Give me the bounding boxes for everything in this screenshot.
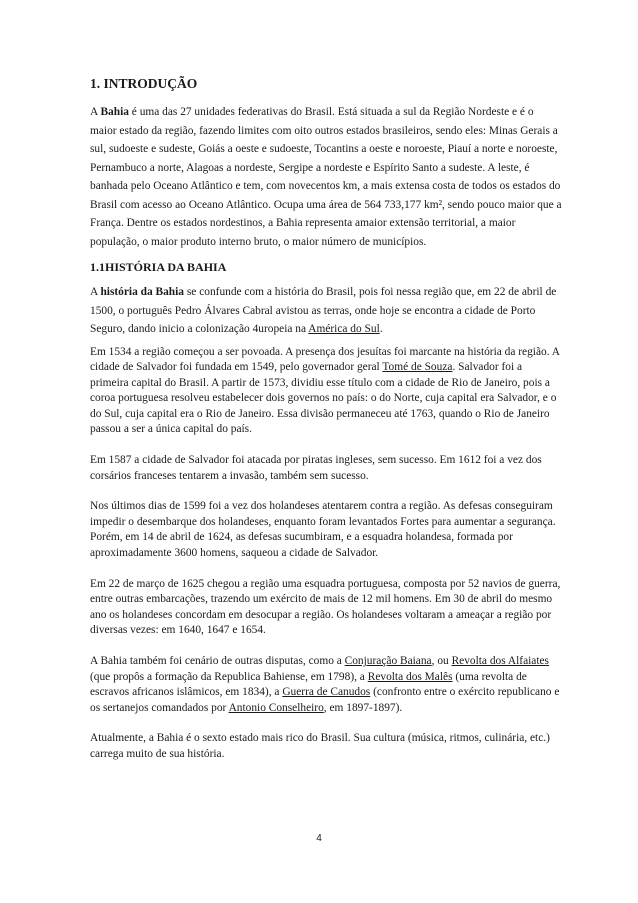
page-content	[90, 76, 562, 778]
history-paragraph-6	[90, 654, 562, 716]
link-guerra-de-canudos[interactable]: Guerra de Canudos	[282, 686, 371, 699]
history-p6-text-3: (que propôs a formação da Republica Bahiense, em 1798), a	[90, 670, 368, 683]
history-paragraph-1	[90, 283, 562, 339]
section-heading-historia: 1.1HISTÓRIA DA BAHIA	[90, 260, 227, 274]
link-revolta-dos-males[interactable]: Revolta dos Malês	[367, 670, 453, 683]
history-p6-text-4: (uma revolta de escravos africanos islâmicos, em 1834), a	[90, 670, 527, 699]
history-paragraph-4: Nos últimos dias de 1599 foi a vez dos holandeses atentarem contra a região. As defesas conseguiram impedir o desembarque dos holandeses, enquanto foram levantados Fortes para aumentar a segurança. Porém, em 14 de abril de 1624, as defesas sucumbiram, e a esquadra holandesa, formada por aproximadamente 3600 homens, saqueou a cidade de Salvador.	[90, 500, 556, 560]
section-heading-introducao: 1. INTRODUÇÃO	[90, 76, 198, 91]
intro-text-rest: é uma das 27 unidades federativas do Brasil. Está situada a sul da Região Nordeste e é o maior estado da região, fazendo limites com oito outros estados brasileiros, sendo eles: Minas Gerais a sul, sudoeste e sudeste, Goiás a oeste e sudoeste, Tocantins a oeste e noroeste, Piauí a norte e noroeste, Pernambuco a norte, Alagoas a nordeste, Sergipe a nordeste e Espírito Santo a sudeste. A leste, é banhada pelo Oceano Atlântico e tem, com novecentos km, a mais extensa costa de todos os estados do Brasil com acesso ao Oceano Atlântico. Ocupa uma área de 564 733,177 km², sendo pouco maior que a França. Dentre os estados nordestinos, a Bahia representa amaior extensão territorial, a maior população, o maior produto interno bruto, o maior número de municípios.	[90, 106, 562, 248]
link-tome-de-souza[interactable]: Tomé de Souza	[382, 361, 453, 374]
history-paragraph-3: Em 1587 a cidade de Salvador foi atacada por piratas ingleses, sem sucesso. Em 1612 foi a vez dos corsários franceses tentarem a invasão, também sem sucesso.	[90, 454, 542, 482]
history-p2-start: Em 1534 a região começou a ser povoada. A presença dos jesuítas foi marcante na história da região. A cidade de Salvador foi fundada em 1549, pelo governador geral	[90, 345, 560, 374]
history-paragraph-5: Em 22 de março de 1625 chegou a região uma esquadra portuguesa, composta por 52 navios de guerra, entre outras embarcações, trazendo um exército de mais de 12 mil homens. Em 30 de abril do mesmo ano os holandeses concordam em desocupar a região. Os holandeses voltaram a ameaçar a região por diversas vezes: em 1640, 1647 e 1654.	[90, 577, 561, 637]
history-p2-end: . Salvador foi a primeira capital do Brasil. A partir de 1573, dividiu esse título com a cidade de Rio de Janeiro, pois a coroa portuguesa resolveu estabelecer dois governos no país: o do Norte, cuja capital era Salvador, e o do Sul, cuja capital era o Rio de Janeiro. Essa divisão permaneceu até 1763, quando o Rio de Janeiro passou a ser a única capital do país.	[90, 361, 557, 436]
history-p1-start: A	[90, 286, 101, 298]
history-p1-middle: se confunde com a história do Brasil, pois foi nessa região que, em 22 de abril de 1500, o português Pedro Álvares Cabral avistou as terras, onde hoje se encontra a cidade de Porto Seguro, dando inicio a colonização 4uropeia na	[90, 286, 557, 335]
intro-text-start: A	[90, 106, 101, 118]
history-p6-text-5: (confronto entre o exército republicano e os sertanejos comandados por	[90, 686, 560, 714]
history-paragraph-7: Atualmente, a Bahia é o sexto estado mais rico do Brasil. Sua cultura (música, ritmos, culinária, etc.) carrega muito de sua história.	[90, 732, 550, 760]
intro-paragraph	[90, 103, 562, 251]
history-p1-bold: história da Bahia	[100, 286, 185, 298]
history-paragraph-2	[90, 345, 562, 439]
link-antonio-conselheiro[interactable]: Antonio Conselheiro	[228, 701, 324, 714]
link-revolta-dos-alfaiates[interactable]: Revolta dos Alfaiates	[451, 655, 549, 667]
history-p6-text-6: , em 1897-1897).	[323, 701, 403, 714]
intro-bold-bahia: Bahia	[100, 106, 129, 118]
history-p1-end: .	[379, 323, 383, 335]
history-p6-text-1: A Bahia também foi cenário de outras disputas, como a	[90, 655, 345, 667]
page-number: 4	[316, 833, 322, 844]
link-conjuracao-baiana[interactable]: Conjuração Baiana	[344, 655, 432, 667]
history-p6-text-2: , ou	[431, 655, 452, 667]
link-america-do-sul[interactable]: América do Sul	[308, 323, 380, 335]
